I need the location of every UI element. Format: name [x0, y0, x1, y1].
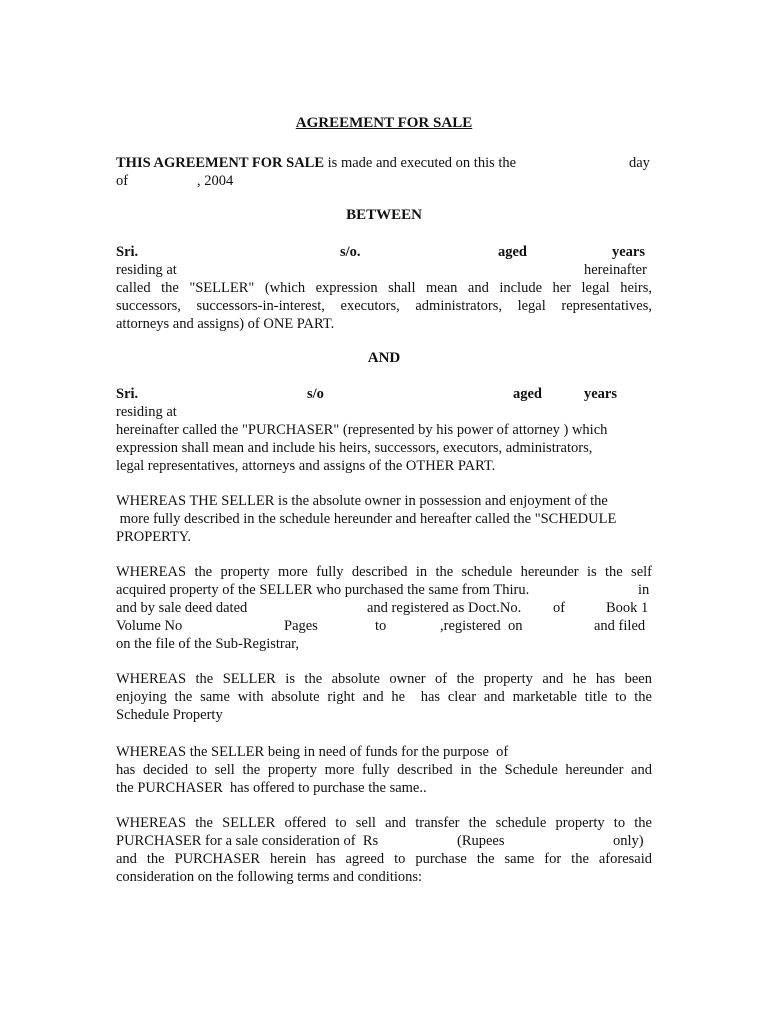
whereas5-only: only) — [613, 833, 644, 849]
intro-year: , 2004 — [197, 173, 234, 189]
seller-aged: aged — [498, 244, 527, 260]
whereas5-line-1: WHEREAS the SELLER offered to sell and transfer the schedule property to the — [116, 815, 652, 831]
whereas1-line-2: more fully described in the schedule hereunder and hereafter called the "SCHEDULE — [116, 511, 617, 527]
whereas4-line-3: the PURCHASER has offered to purchase the same.. — [116, 780, 427, 796]
whereas2-of: of — [553, 600, 566, 616]
whereas2-pages: Pages — [284, 618, 318, 634]
seller-years: years — [612, 244, 646, 260]
seller-so: s/o. — [340, 244, 361, 260]
whereas5-rupees: (Rupees — [457, 833, 505, 849]
whereas1-line-3: PROPERTY. — [116, 529, 192, 545]
whereas2-line-5: on the file of the Sub-Registrar, — [116, 636, 300, 652]
whereas2-volume: Volume No — [116, 618, 183, 634]
purchaser-years: years — [584, 386, 618, 402]
purchaser-line-3: legal representatives, attorneys and assigns of the OTHER PART. — [116, 458, 496, 474]
whereas2-line-1: WHEREAS the property more fully described in the schedule hereunder is the self — [116, 564, 652, 580]
seller-hereinafter: hereinafter — [584, 262, 647, 278]
purchaser-aged: aged — [513, 386, 542, 402]
whereas2-deed-dated: and by sale deed dated — [116, 600, 248, 616]
intro-of: of — [116, 173, 129, 189]
whereas2-filed: and filed — [594, 618, 646, 634]
whereas4-line-2: has decided to sell the property more fully described in the Schedule hereunder and — [116, 762, 652, 778]
seller-residing: residing at — [116, 262, 177, 278]
seller-sri: Sri. — [116, 244, 139, 260]
intro-line-1 — [116, 154, 516, 172]
intro-text: is made and executed on this the — [327, 155, 517, 171]
whereas3-line-1: WHEREAS the SELLER is the absolute owner of the property and he has been — [116, 671, 652, 687]
seller-line-1: called the "SELLER" (which expression shall mean and include her legal heirs, — [116, 280, 652, 296]
whereas2-book: Book 1 — [606, 600, 649, 616]
whereas3-line-3: Schedule Property — [116, 707, 223, 723]
whereas5-line-4: consideration on the following terms and conditions: — [116, 869, 423, 885]
seller-line-3: attorneys and assigns) of ONE PART. — [116, 316, 335, 332]
and-heading: AND — [367, 350, 401, 366]
purchaser-sri: Sri. — [116, 386, 139, 402]
whereas5-line-3: and the PURCHASER herein has agreed to purchase the same for the aforesaid — [116, 851, 652, 867]
whereas5-consideration: PURCHASER for a sale consideration of Rs — [116, 833, 379, 849]
whereas2-line-2: acquired property of the SELLER who purchased the same from Thiru. — [116, 582, 530, 598]
whereas2-to: to — [375, 618, 387, 634]
whereas2-line-2-in: in — [638, 582, 650, 598]
between-heading: BETWEEN — [346, 207, 422, 223]
purchaser-line-2: expression shall mean and include his heirs, successors, executors, administrators, — [116, 440, 593, 456]
whereas4-line-1: WHEREAS the SELLER being in need of funds for the purpose of — [116, 744, 509, 760]
intro-bold: THIS AGREEMENT FOR SALE — [116, 155, 325, 171]
purchaser-so: s/o — [307, 386, 324, 402]
whereas2-registered-on: ,registered on — [440, 618, 523, 634]
whereas1-line-1: WHEREAS THE SELLER is the absolute owner in possession and enjoyment of the — [116, 493, 608, 509]
whereas2-registered-as: and registered as Doct.No. — [367, 600, 522, 616]
document-title: AGREEMENT FOR SALE — [295, 115, 473, 131]
whereas3-line-2: enjoying the same with absolute right and he has clear and marketable title to the — [116, 689, 652, 705]
purchaser-line-1: hereinafter called the "PURCHASER" (represented by his power of attorney ) which — [116, 422, 608, 438]
seller-line-2: successors, successors-in-interest, executors, administrators, legal representatives, — [116, 298, 652, 314]
intro-day: day — [629, 155, 650, 171]
purchaser-residing: residing at — [116, 404, 177, 420]
